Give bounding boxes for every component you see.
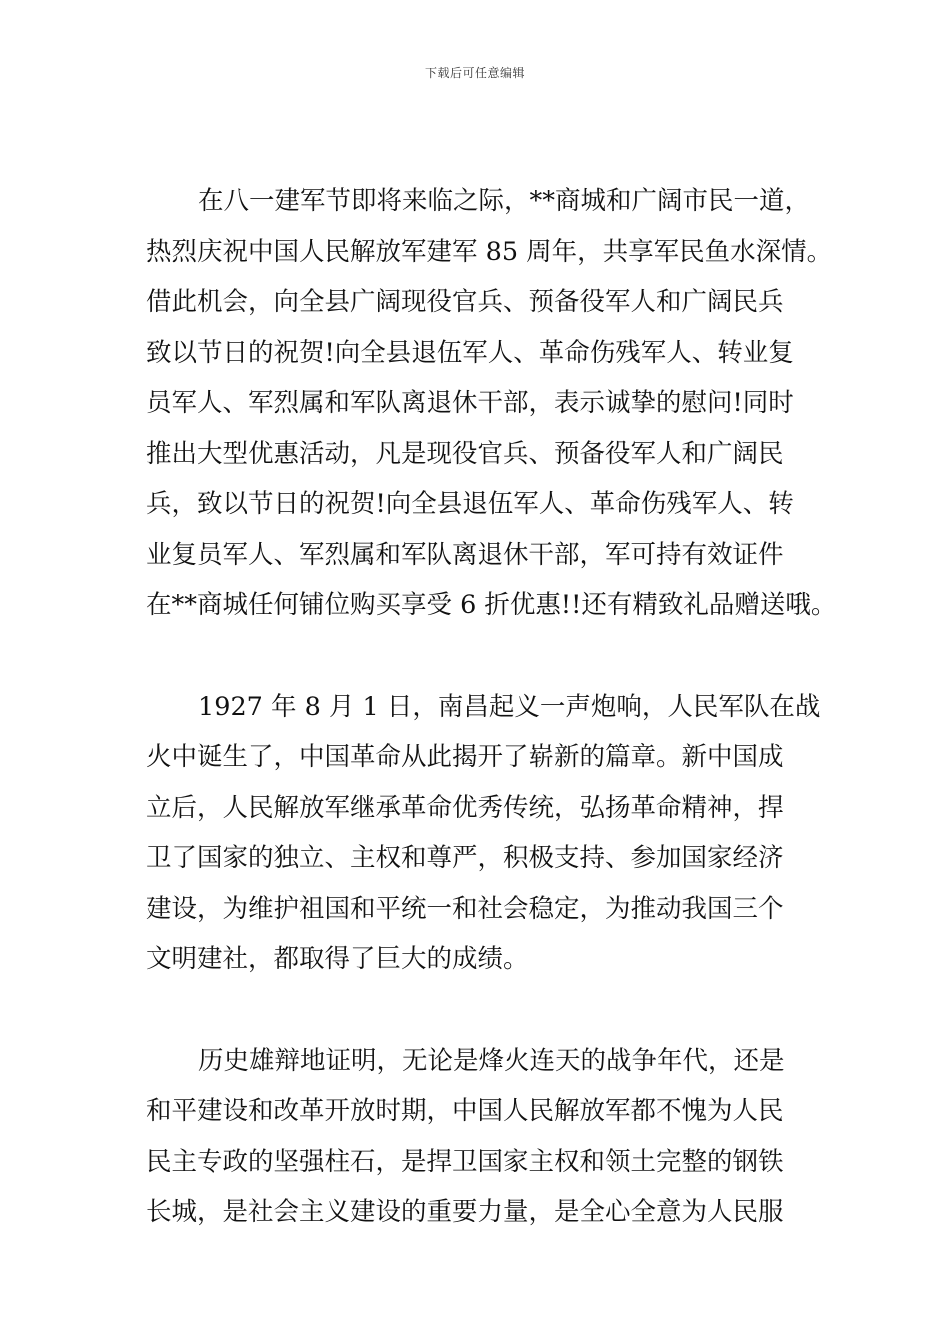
text-line: 历史雄辩地证明，无论是烽火连天的战争年代，还是 <box>198 1045 785 1076</box>
text-line: 建设，为维护祖国和平统一和社会稳定，为推动我国三个 <box>146 893 784 924</box>
text-line: 致以节日的祝贺!向全县退伍军人、革命伤残军人、转业复 <box>146 337 794 368</box>
text-line: 在**商城任何铺位购买享受 6 折优惠!!还有精致礼品赠送哦。 <box>146 590 837 620</box>
text-line: 在八一建军节即将来临之际，**商城和广阔市民一道， <box>198 186 811 216</box>
paragraph-1 <box>146 176 837 631</box>
page-header: 下载后可任意编辑 <box>424 66 525 80</box>
text-line: 业复员军人、军烈属和军队离退休干部，军可持有效证件 <box>146 539 784 570</box>
text-line: 文明建社，都取得了巨大的成绩。 <box>146 944 529 974</box>
text-line: 和平建设和改革开放时期，中国人民解放军都不愧为人民 <box>146 1096 784 1126</box>
text-line: 1927 年 8 月 1 日，南昌起义一声炮响，人民军队在战 <box>198 691 821 722</box>
paragraph-3 <box>146 1036 810 1238</box>
text-line: 火中诞生了，中国革命从此揭开了崭新的篇章。新中国成 <box>146 742 784 772</box>
text-line: 民主专政的坚强柱石，是捍卫国家主权和领土完整的钢铁 <box>146 1146 784 1177</box>
text-line: 热烈庆祝中国人民解放军建军 85 周年，共享军民鱼水深情。 <box>146 236 833 267</box>
text-line: 借此机会，向全县广阔现役官兵、预备役军人和广阔民兵 <box>146 287 784 317</box>
text-line: 兵，致以节日的祝贺!向全县退伍军人、革命伤残军人、转 <box>146 489 794 519</box>
text-line: 立后，人民解放军继承革命优秀传统，弘扬革命精神，捍 <box>146 792 784 823</box>
paragraph-2 <box>146 682 821 985</box>
text-line: 推出大型优惠活动，凡是现役官兵、预备役军人和广阔民 <box>146 438 784 469</box>
text-line: 长城，是社会主义建设的重要力量，是全心全意为人民服 <box>146 1197 784 1227</box>
text-line: 员军人、军烈属和军队离退休干部，表示诚挚的慰问!同时 <box>146 388 794 418</box>
text-line: 卫了国家的独立、主权和尊严，积极支持、参加国家经济 <box>146 843 784 873</box>
document-body <box>146 176 837 1289</box>
